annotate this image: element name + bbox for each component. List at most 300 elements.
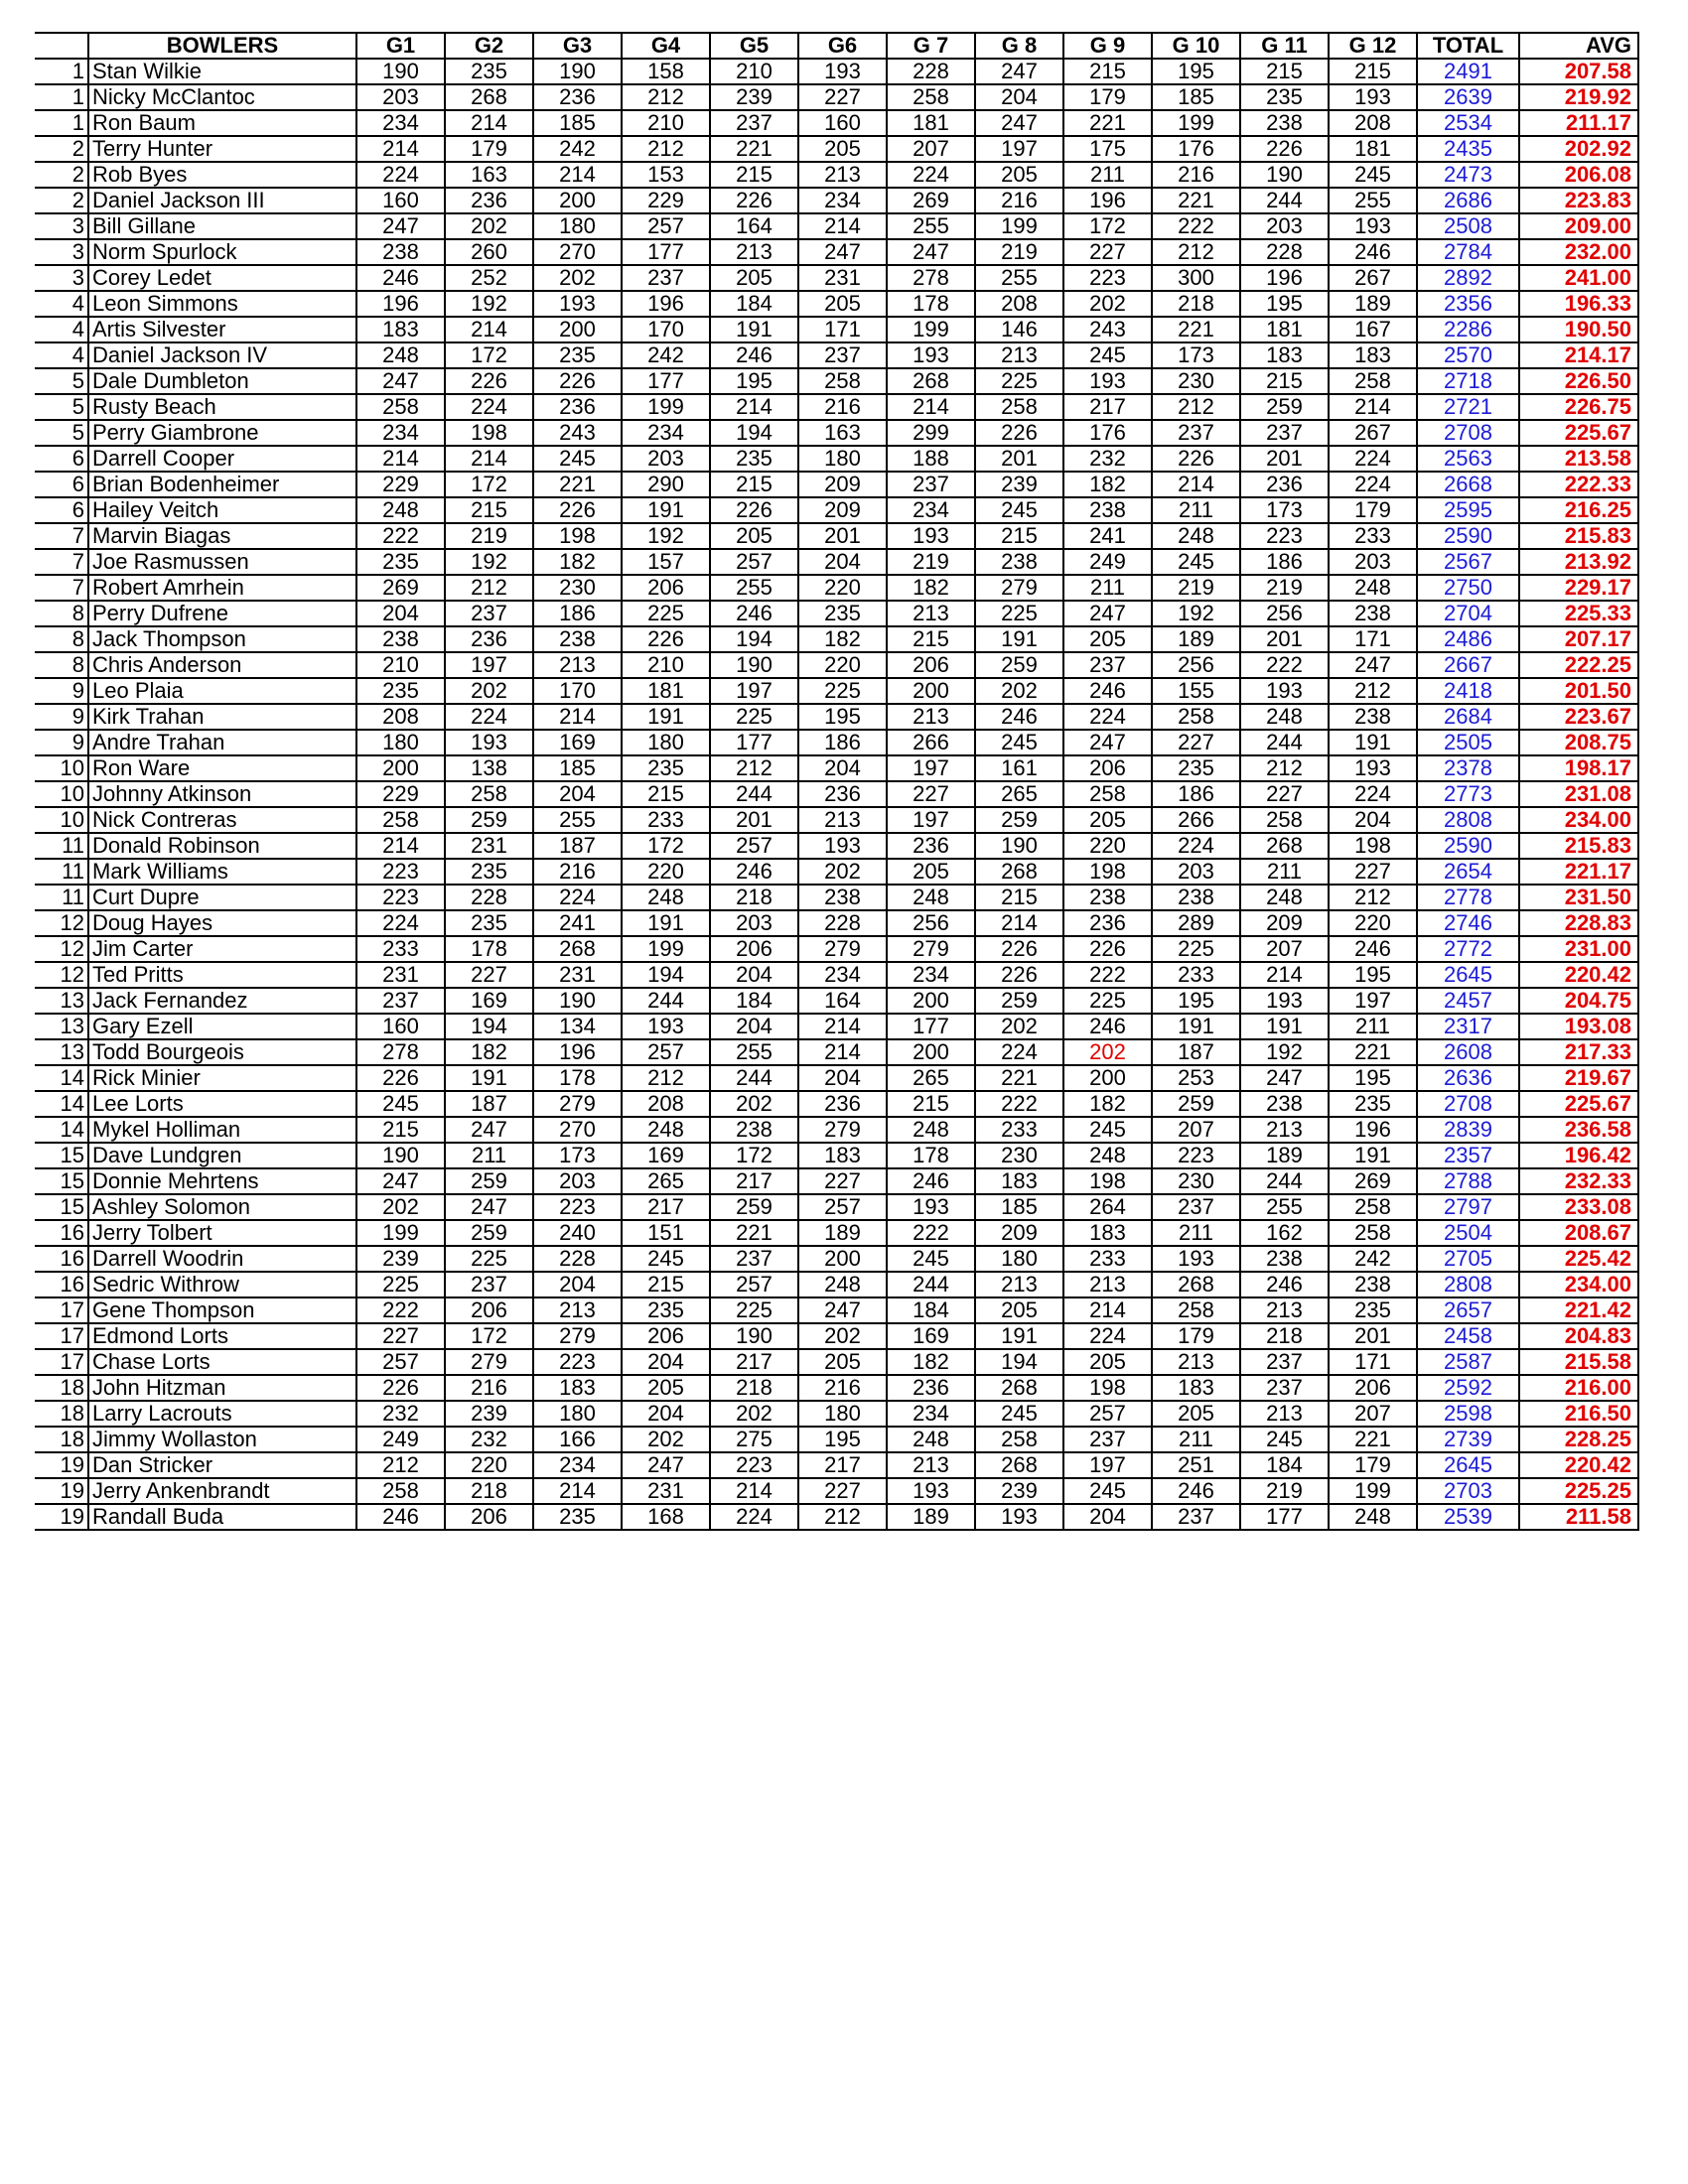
game-score-cell: 244 xyxy=(1240,730,1329,755)
game-score-cell: 228 xyxy=(887,59,975,84)
table-row xyxy=(35,420,1638,446)
game-score-cell: 246 xyxy=(710,342,798,368)
total-cell: 2534 xyxy=(1417,110,1519,136)
table-row xyxy=(35,497,1638,523)
game-score-cell: 218 xyxy=(445,1478,533,1504)
bowler-name-cell: Brian Bodenheimer xyxy=(88,472,356,497)
game-score-cell: 221 xyxy=(1063,110,1152,136)
game-score-cell: 235 xyxy=(1329,1297,1417,1323)
bowler-name-cell: Ashley Solomon xyxy=(88,1194,356,1220)
game-score-cell: 177 xyxy=(622,239,710,265)
game-score-cell: 212 xyxy=(710,755,798,781)
bowler-name-cell: Rick Minier xyxy=(88,1065,356,1091)
game-score-cell: 246 xyxy=(710,601,798,626)
team-number-cell: 1 xyxy=(35,110,88,136)
game-score-cell: 224 xyxy=(445,704,533,730)
table-row xyxy=(35,1349,1638,1375)
game-score-cell: 172 xyxy=(445,342,533,368)
game-score-cell: 194 xyxy=(445,1014,533,1039)
game-score-cell: 202 xyxy=(622,1427,710,1452)
game-score-cell: 203 xyxy=(1329,549,1417,575)
avg-header: AVG xyxy=(1519,33,1638,59)
game-score-cell: 193 xyxy=(1063,368,1152,394)
game-score-cell: 220 xyxy=(1329,910,1417,936)
bowler-name-cell: Norm Spurlock xyxy=(88,239,356,265)
game-score-cell: 196 xyxy=(622,291,710,317)
game-score-cell: 193 xyxy=(1329,755,1417,781)
game-score-cell: 168 xyxy=(622,1504,710,1530)
game-score-cell: 247 xyxy=(798,239,887,265)
game-score-cell: 236 xyxy=(1240,472,1329,497)
game-score-cell: 220 xyxy=(622,859,710,885)
game-score-cell: 225 xyxy=(710,704,798,730)
game-score-cell: 199 xyxy=(1152,110,1240,136)
game-score-cell: 238 xyxy=(1329,1272,1417,1297)
game-score-cell: 256 xyxy=(887,910,975,936)
game-score-cell: 195 xyxy=(1329,962,1417,988)
game-score-cell: 209 xyxy=(798,472,887,497)
game-score-cell: 222 xyxy=(975,1091,1063,1117)
game-score-cell: 187 xyxy=(445,1091,533,1117)
bowler-name-cell: Leo Plaia xyxy=(88,678,356,704)
game-score-cell: 228 xyxy=(445,885,533,910)
game-score-cell: 191 xyxy=(622,704,710,730)
game-score-cell: 180 xyxy=(356,730,445,755)
game-score-cell: 196 xyxy=(533,1039,622,1065)
average-cell: 215.83 xyxy=(1519,523,1638,549)
game-score-cell: 211 xyxy=(1063,575,1152,601)
team-number-cell: 10 xyxy=(35,755,88,781)
total-cell: 2657 xyxy=(1417,1297,1519,1323)
game-score-cell: 202 xyxy=(710,1401,798,1427)
game-score-cell: 199 xyxy=(887,317,975,342)
game-score-cell: 160 xyxy=(798,110,887,136)
game-score-cell: 242 xyxy=(622,342,710,368)
game-score-cell: 191 xyxy=(1329,1143,1417,1168)
table-row xyxy=(35,342,1638,368)
average-cell: 217.33 xyxy=(1519,1039,1638,1065)
total-cell: 2505 xyxy=(1417,730,1519,755)
game-score-cell: 224 xyxy=(1329,781,1417,807)
table-row xyxy=(35,136,1638,162)
game-score-cell: 247 xyxy=(1063,730,1152,755)
total-cell: 2686 xyxy=(1417,188,1519,213)
average-cell: 204.75 xyxy=(1519,988,1638,1014)
game-score-cell: 221 xyxy=(710,136,798,162)
game-score-cell: 215 xyxy=(1240,59,1329,84)
game-score-cell: 219 xyxy=(887,549,975,575)
game-score-cell: 212 xyxy=(1240,755,1329,781)
bowler-name-cell: Rob Byes xyxy=(88,162,356,188)
game-score-cell: 223 xyxy=(710,1452,798,1478)
game-score-cell: 236 xyxy=(887,1375,975,1401)
bowler-name-cell: Artis Silvester xyxy=(88,317,356,342)
game-score-cell: 245 xyxy=(356,1091,445,1117)
game-score-cell: 192 xyxy=(1152,601,1240,626)
game-score-cell: 246 xyxy=(1329,239,1417,265)
game-score-cell: 212 xyxy=(622,84,710,110)
game-score-cell: 212 xyxy=(1329,678,1417,704)
game-score-cell: 170 xyxy=(622,317,710,342)
game-score-cell: 239 xyxy=(445,1401,533,1427)
game-score-cell: 259 xyxy=(445,807,533,833)
game-score-cell: 255 xyxy=(710,575,798,601)
game-score-cell: 237 xyxy=(710,1246,798,1272)
bowler-name-cell: Leon Simmons xyxy=(88,291,356,317)
team-number-cell: 7 xyxy=(35,575,88,601)
game-score-cell: 248 xyxy=(1329,575,1417,601)
team-number-cell: 9 xyxy=(35,730,88,755)
team-number-cell: 3 xyxy=(35,265,88,291)
game-score-cell: 180 xyxy=(798,1401,887,1427)
average-cell: 219.92 xyxy=(1519,84,1638,110)
game-12-header: G 12 xyxy=(1329,33,1417,59)
game-score-cell: 226 xyxy=(975,962,1063,988)
game-score-cell: 259 xyxy=(1240,394,1329,420)
average-cell: 223.83 xyxy=(1519,188,1638,213)
game-score-cell: 183 xyxy=(356,317,445,342)
game-score-cell: 193 xyxy=(798,59,887,84)
game-score-cell: 181 xyxy=(1329,136,1417,162)
game-score-cell: 172 xyxy=(710,1143,798,1168)
game-score-cell: 204 xyxy=(533,1272,622,1297)
table-row xyxy=(35,962,1638,988)
game-score-cell: 224 xyxy=(356,910,445,936)
game-score-cell: 211 xyxy=(1152,497,1240,523)
game-score-cell: 191 xyxy=(1152,1014,1240,1039)
table-row xyxy=(35,317,1638,342)
game-score-cell: 245 xyxy=(1063,1478,1152,1504)
game-score-cell: 247 xyxy=(445,1117,533,1143)
game-score-cell: 214 xyxy=(445,110,533,136)
game-score-cell: 191 xyxy=(445,1065,533,1091)
game-score-cell: 219 xyxy=(445,523,533,549)
bowler-name-cell: Edmond Lorts xyxy=(88,1323,356,1349)
game-score-cell: 213 xyxy=(1152,1349,1240,1375)
game-score-cell: 220 xyxy=(445,1452,533,1478)
bowler-name-cell: Sedric Withrow xyxy=(88,1272,356,1297)
game-score-cell: 176 xyxy=(1152,136,1240,162)
average-cell: 234.00 xyxy=(1519,807,1638,833)
game-score-cell: 248 xyxy=(356,342,445,368)
game-score-cell: 155 xyxy=(1152,678,1240,704)
game-score-cell: 182 xyxy=(533,549,622,575)
game-score-cell: 194 xyxy=(622,962,710,988)
team-number-cell: 13 xyxy=(35,988,88,1014)
table-row xyxy=(35,807,1638,833)
game-score-cell: 161 xyxy=(975,755,1063,781)
game-score-cell: 235 xyxy=(533,1504,622,1530)
average-cell: 228.83 xyxy=(1519,910,1638,936)
game-score-cell: 205 xyxy=(798,1349,887,1375)
game-score-cell: 213 xyxy=(975,1272,1063,1297)
game-score-cell: 212 xyxy=(445,575,533,601)
game-score-cell: 236 xyxy=(445,188,533,213)
table-row xyxy=(35,652,1638,678)
game-score-cell: 218 xyxy=(1152,291,1240,317)
bowling-scores-table xyxy=(35,32,1639,1531)
game-score-cell: 227 xyxy=(1240,781,1329,807)
game-score-cell: 213 xyxy=(1240,1117,1329,1143)
game-score-cell: 268 xyxy=(445,84,533,110)
team-number-cell: 18 xyxy=(35,1375,88,1401)
game-score-cell: 258 xyxy=(1329,368,1417,394)
game-score-cell: 205 xyxy=(975,1297,1063,1323)
game-score-cell: 234 xyxy=(798,188,887,213)
total-cell: 2839 xyxy=(1417,1117,1519,1143)
game-4-header: G4 xyxy=(622,33,710,59)
game-score-cell: 171 xyxy=(1329,626,1417,652)
game-score-cell: 224 xyxy=(533,885,622,910)
game-score-cell: 245 xyxy=(975,730,1063,755)
game-score-cell: 230 xyxy=(1152,368,1240,394)
game-score-cell: 267 xyxy=(1329,420,1417,446)
game-score-cell: 183 xyxy=(1240,342,1329,368)
team-number-cell: 13 xyxy=(35,1014,88,1039)
game-score-cell: 225 xyxy=(710,1297,798,1323)
game-score-cell: 205 xyxy=(798,136,887,162)
game-score-cell: 213 xyxy=(798,807,887,833)
game-score-cell: 236 xyxy=(445,626,533,652)
average-cell: 213.92 xyxy=(1519,549,1638,575)
team-number-cell: 17 xyxy=(35,1349,88,1375)
game-score-cell: 215 xyxy=(975,885,1063,910)
team-number-cell: 3 xyxy=(35,213,88,239)
game-score-cell: 226 xyxy=(356,1065,445,1091)
average-cell: 225.33 xyxy=(1519,601,1638,626)
game-score-cell: 201 xyxy=(798,523,887,549)
game-score-cell: 193 xyxy=(798,833,887,859)
game-score-cell: 238 xyxy=(1152,885,1240,910)
game-score-cell: 215 xyxy=(356,1117,445,1143)
header-row xyxy=(35,33,1638,59)
game-score-cell: 257 xyxy=(622,1039,710,1065)
game-score-cell: 206 xyxy=(622,575,710,601)
game-score-cell: 258 xyxy=(356,1478,445,1504)
game-9-header: G 9 xyxy=(1063,33,1152,59)
game-score-cell: 248 xyxy=(1240,885,1329,910)
game-score-cell: 244 xyxy=(622,988,710,1014)
game-score-cell: 214 xyxy=(1152,472,1240,497)
bowler-name-cell: Larry Lacrouts xyxy=(88,1401,356,1427)
game-score-cell: 237 xyxy=(1240,420,1329,446)
game-score-cell: 217 xyxy=(622,1194,710,1220)
game-score-cell: 223 xyxy=(533,1194,622,1220)
game-score-cell: 235 xyxy=(356,549,445,575)
table-row xyxy=(35,1246,1638,1272)
game-score-cell: 289 xyxy=(1152,910,1240,936)
game-score-cell: 205 xyxy=(622,1375,710,1401)
total-cell: 2457 xyxy=(1417,988,1519,1014)
game-score-cell: 217 xyxy=(798,1452,887,1478)
game-score-cell: 207 xyxy=(1152,1117,1240,1143)
table-row xyxy=(35,575,1638,601)
game-score-cell: 231 xyxy=(798,265,887,291)
table-row xyxy=(35,265,1638,291)
game-score-cell: 231 xyxy=(356,962,445,988)
game-score-cell: 207 xyxy=(1240,936,1329,962)
game-score-cell: 257 xyxy=(798,1194,887,1220)
total-header: TOTAL xyxy=(1417,33,1519,59)
game-score-cell: 246 xyxy=(356,1504,445,1530)
game-score-cell: 258 xyxy=(1152,1297,1240,1323)
game-score-cell: 198 xyxy=(1063,859,1152,885)
game-score-cell: 268 xyxy=(975,1375,1063,1401)
average-cell: 215.83 xyxy=(1519,833,1638,859)
game-score-cell: 203 xyxy=(622,446,710,472)
game-score-cell: 184 xyxy=(710,291,798,317)
table-row xyxy=(35,833,1638,859)
game-score-cell: 246 xyxy=(975,704,1063,730)
game-score-cell: 205 xyxy=(1063,1349,1152,1375)
game-score-cell: 180 xyxy=(533,213,622,239)
game-2-header: G2 xyxy=(445,33,533,59)
total-cell: 2788 xyxy=(1417,1168,1519,1194)
game-score-cell: 193 xyxy=(622,1014,710,1039)
game-score-cell: 199 xyxy=(1329,1478,1417,1504)
table-row xyxy=(35,188,1638,213)
table-row xyxy=(35,885,1638,910)
total-cell: 2668 xyxy=(1417,472,1519,497)
game-score-cell: 258 xyxy=(975,1427,1063,1452)
game-score-cell: 245 xyxy=(1240,1427,1329,1452)
game-score-cell: 238 xyxy=(1329,704,1417,730)
game-score-cell: 259 xyxy=(710,1194,798,1220)
game-score-cell: 193 xyxy=(1240,678,1329,704)
table-row xyxy=(35,859,1638,885)
game-score-cell: 219 xyxy=(1240,575,1329,601)
game-score-cell: 268 xyxy=(975,859,1063,885)
game-score-cell: 204 xyxy=(798,549,887,575)
team-number-cell: 14 xyxy=(35,1091,88,1117)
total-cell: 2590 xyxy=(1417,833,1519,859)
average-cell: 222.33 xyxy=(1519,472,1638,497)
game-score-cell: 226 xyxy=(710,497,798,523)
game-score-cell: 242 xyxy=(533,136,622,162)
game-score-cell: 233 xyxy=(622,807,710,833)
game-score-cell: 191 xyxy=(975,1323,1063,1349)
game-score-cell: 237 xyxy=(1240,1349,1329,1375)
game-score-cell: 210 xyxy=(710,59,798,84)
game-score-cell: 186 xyxy=(1240,549,1329,575)
game-score-cell: 199 xyxy=(356,1220,445,1246)
game-score-cell: 202 xyxy=(445,678,533,704)
game-score-cell: 231 xyxy=(622,1478,710,1504)
game-score-cell: 214 xyxy=(1063,1297,1152,1323)
game-score-cell: 234 xyxy=(622,420,710,446)
game-score-cell: 164 xyxy=(798,988,887,1014)
game-score-cell: 212 xyxy=(1152,239,1240,265)
game-score-cell: 247 xyxy=(356,1168,445,1194)
game-score-cell: 214 xyxy=(710,1478,798,1504)
team-number-cell: 10 xyxy=(35,781,88,807)
average-cell: 202.92 xyxy=(1519,136,1638,162)
team-header xyxy=(35,33,88,59)
game-score-cell: 226 xyxy=(533,497,622,523)
game-score-cell: 247 xyxy=(798,1297,887,1323)
game-score-cell: 197 xyxy=(975,136,1063,162)
table-row xyxy=(35,1117,1638,1143)
game-score-cell: 226 xyxy=(975,420,1063,446)
game-score-cell: 226 xyxy=(356,1375,445,1401)
table-row xyxy=(35,213,1638,239)
average-cell: 213.58 xyxy=(1519,446,1638,472)
game-score-cell: 172 xyxy=(445,472,533,497)
game-score-cell: 188 xyxy=(887,446,975,472)
table-row xyxy=(35,755,1638,781)
game-score-cell: 245 xyxy=(975,1401,1063,1427)
table-row xyxy=(35,1272,1638,1297)
game-score-cell: 169 xyxy=(622,1143,710,1168)
total-cell: 2357 xyxy=(1417,1143,1519,1168)
game-score-cell: 236 xyxy=(1063,910,1152,936)
game-score-cell: 206 xyxy=(445,1504,533,1530)
game-score-cell: 183 xyxy=(533,1375,622,1401)
game-score-cell: 235 xyxy=(533,342,622,368)
table-row xyxy=(35,1194,1638,1220)
game-score-cell: 235 xyxy=(1152,755,1240,781)
average-cell: 208.75 xyxy=(1519,730,1638,755)
game-10-header: G 10 xyxy=(1152,33,1240,59)
total-cell: 2491 xyxy=(1417,59,1519,84)
game-score-cell: 246 xyxy=(710,859,798,885)
game-score-cell: 259 xyxy=(445,1220,533,1246)
game-score-cell: 189 xyxy=(1152,626,1240,652)
game-score-cell: 203 xyxy=(1152,859,1240,885)
game-score-cell: 215 xyxy=(710,162,798,188)
game-score-cell: 241 xyxy=(1063,523,1152,549)
bowler-name-cell: Daniel Jackson IV xyxy=(88,342,356,368)
game-score-cell: 186 xyxy=(533,601,622,626)
game-score-cell: 235 xyxy=(356,678,445,704)
game-score-cell: 215 xyxy=(1240,368,1329,394)
total-cell: 2654 xyxy=(1417,859,1519,885)
game-score-cell: 237 xyxy=(1152,1504,1240,1530)
game-score-cell: 229 xyxy=(622,188,710,213)
game-score-cell: 226 xyxy=(710,188,798,213)
average-cell: 215.58 xyxy=(1519,1349,1638,1375)
game-score-cell: 246 xyxy=(356,265,445,291)
game-score-cell: 215 xyxy=(622,781,710,807)
game-score-cell: 216 xyxy=(445,1375,533,1401)
game-score-cell: 198 xyxy=(1063,1375,1152,1401)
table-row xyxy=(35,59,1638,84)
game-score-cell: 200 xyxy=(1063,1065,1152,1091)
average-cell: 228.25 xyxy=(1519,1427,1638,1452)
game-score-cell: 215 xyxy=(710,472,798,497)
game-score-cell: 247 xyxy=(1063,601,1152,626)
game-score-cell: 178 xyxy=(533,1065,622,1091)
table-row xyxy=(35,1168,1638,1194)
team-number-cell: 7 xyxy=(35,523,88,549)
table-row xyxy=(35,1427,1638,1452)
game-score-cell: 233 xyxy=(1152,962,1240,988)
average-cell: 226.75 xyxy=(1519,394,1638,420)
game-score-cell: 249 xyxy=(1063,549,1152,575)
game-score-cell: 245 xyxy=(1329,162,1417,188)
game-score-cell: 197 xyxy=(445,652,533,678)
game-score-cell: 227 xyxy=(798,1478,887,1504)
game-score-cell: 223 xyxy=(356,859,445,885)
game-score-cell: 269 xyxy=(356,575,445,601)
team-number-cell: 6 xyxy=(35,472,88,497)
bowlers-header: BOWLERS xyxy=(88,33,356,59)
game-score-cell: 214 xyxy=(1329,394,1417,420)
game-score-cell: 208 xyxy=(622,1091,710,1117)
team-number-cell: 2 xyxy=(35,136,88,162)
game-score-cell: 235 xyxy=(622,1297,710,1323)
game-score-cell: 214 xyxy=(710,394,798,420)
